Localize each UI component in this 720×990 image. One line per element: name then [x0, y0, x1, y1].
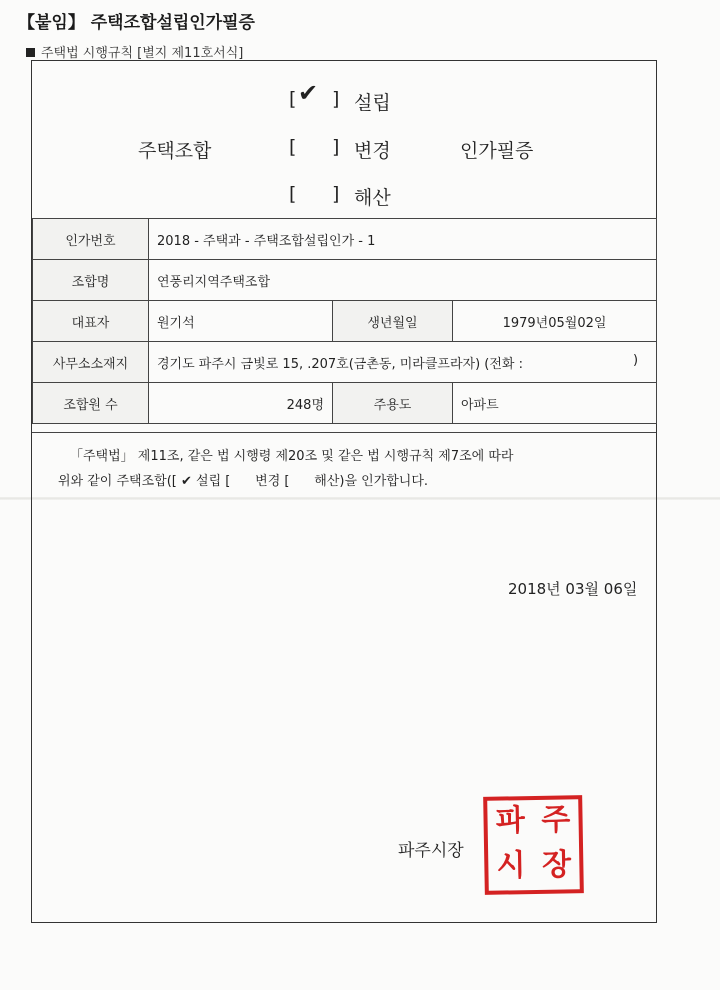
member-count-label: 조합원 수 [33, 383, 149, 424]
option-label: 변경 [354, 140, 391, 162]
option-label: 해산 [354, 187, 391, 209]
union-name-label: 조합명 [33, 260, 149, 301]
member-count-value: 248명 [149, 383, 333, 424]
bracket-close: ] [332, 183, 340, 205]
representative-label: 대표자 [33, 301, 149, 342]
statement-line: 「주택법」 제11조, 같은 법 시행령 제20조 및 같은 법 시행규칙 제7조에 따라 [70, 449, 514, 464]
check-mark-icon: ✔ [298, 79, 319, 107]
form-reference [26, 42, 243, 61]
table-row [33, 342, 657, 383]
issue-date: 2018년 03월 06일 [508, 580, 638, 598]
table-row [33, 383, 657, 424]
table-row [33, 260, 657, 301]
seal-char: 파 [495, 803, 526, 839]
section-divider [32, 432, 656, 433]
square-bullet-icon [26, 48, 35, 57]
bracket-close: ] [332, 136, 340, 158]
seal-char: 주 [541, 802, 571, 838]
main-use-label: 주용도 [333, 383, 453, 424]
representative-value: 원기석 [149, 301, 333, 342]
permit-no-label: 인가번호 [33, 219, 149, 260]
statement-line: 위와 같이 주택조합([ ✔ 설립 [ 변경 [ 해산)을 인가합니다. [58, 474, 429, 489]
title-right: 인가필증 [460, 140, 534, 162]
form-reference-text: 주택법 시행규칙 [별지 제11호서식] [41, 46, 244, 61]
main-use-value: 아파트 [453, 383, 657, 424]
office-address-close: ) [632, 353, 639, 368]
office-address-value: 경기도 파주시 금빛로 15, .207호(금촌동, 미라클프라자) (전화 : [157, 356, 523, 372]
permit-no-value: 2018 - 주택과 - 주택조합설립인가 - 1 [149, 219, 657, 260]
seal-char: 시 [496, 848, 526, 884]
bracket-open: [ [289, 183, 297, 205]
table-row [33, 301, 657, 342]
option-label: 설립 [354, 92, 391, 114]
official-seal-icon [483, 795, 584, 895]
permit-fields-table [32, 218, 657, 424]
permit-statement [58, 444, 514, 494]
bracket-open: [ [289, 88, 297, 110]
table-row [33, 219, 657, 260]
title-left: 주택조합 [138, 140, 212, 162]
office-address-cell [149, 342, 657, 383]
birth-date-value: 1979년05월02일 [453, 301, 657, 342]
office-address-label: 사무소소재지 [33, 342, 149, 383]
document-title: 【붙임】 주택조합설립인가필증 [18, 13, 255, 33]
bracket-open: [ [289, 136, 297, 158]
union-name-value: 연풍리지역주택조합 [149, 260, 657, 301]
birth-date-label: 생년월일 [333, 301, 453, 342]
issuer-name: 파주시장 [398, 841, 464, 861]
seal-char: 장 [541, 847, 572, 883]
bracket-close: ] [332, 88, 340, 110]
